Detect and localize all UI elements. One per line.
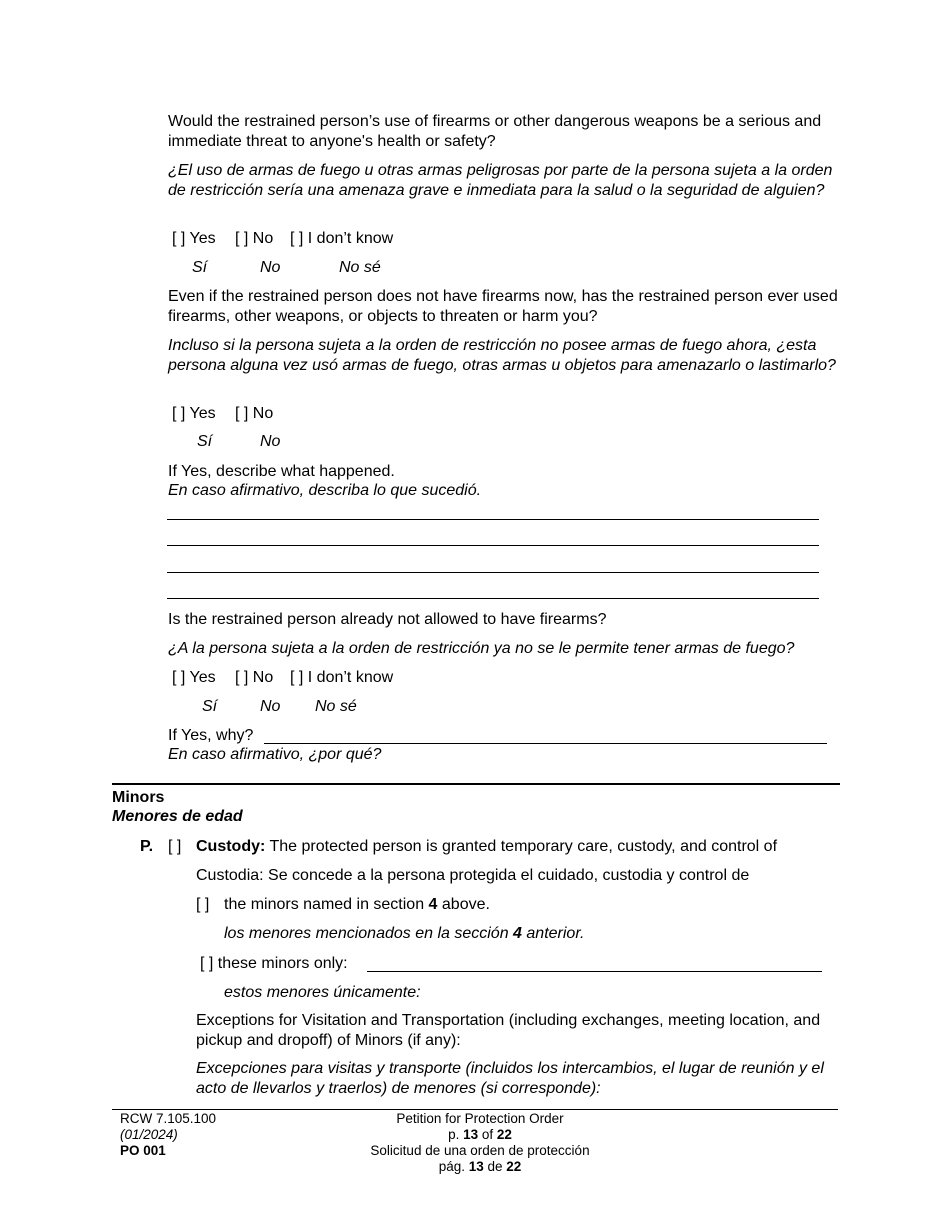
these-minors-answer-line[interactable]: [367, 971, 822, 972]
custody-text-es: Custodia: Se concede a la persona protegida el cuidado, custodia y control de: [196, 867, 750, 884]
q3-no-es-label: No: [260, 698, 281, 715]
q3-text-es: ¿A la persona sujeta a la orden de restricción ya no se le permite tener armas de fuego?: [168, 640, 795, 657]
q2-text-en: Even if the restrained person does not have firearms now, has the restrained person ever used firearms, other weapons, or objects to threaten or harm you?: [168, 288, 838, 325]
footer-title-en: Petition for Protection Order: [396, 1111, 564, 1126]
q2-answer-line-1[interactable]: [167, 519, 819, 520]
q3-why-en: If Yes, why?: [168, 727, 254, 744]
q3-text-en: Is the restrained person already not allowed to have firearms?: [168, 611, 607, 628]
q3-dont-know-es-label: No sé: [315, 698, 357, 715]
q2-no-es-label: No: [260, 433, 281, 450]
q2-answer-line-3[interactable]: [167, 572, 819, 573]
minors-section4-checkbox[interactable]: [ ]: [196, 896, 210, 913]
q2-answer-line-4[interactable]: [167, 598, 819, 599]
minors-heading-en: Minors: [112, 789, 165, 806]
q1-yes-checkbox[interactable]: [ ] Yes: [172, 230, 216, 247]
q2-answer-line-2[interactable]: [167, 545, 819, 546]
q3-yes-es-label: Sí: [202, 698, 218, 715]
q2-text-es: Incluso si la persona sujeta a la orden de restricción no posee armas de fuego ahora, ¿esta persona alguna vez usó armas de fuego, otras armas u objetos para amenazarlo o lastimarlo?: [168, 337, 836, 374]
footer-rcw: RCW 7.105.100: [120, 1111, 217, 1126]
q2-if-yes-es: En caso afirmativo, describa lo que sucedió.: [168, 482, 482, 499]
exceptions-text-es: Excepciones para visitas y transporte (incluidos los intercambios, el lugar de reunión y el acto de llevarlos y traerlos) de menores (si corresponde):: [196, 1060, 824, 1097]
custody-description: The protected person is granted temporary care, custody, and control of: [269, 838, 778, 855]
q1-yes-es-label: Sí: [192, 259, 208, 276]
q3-why-answer-line[interactable]: [264, 743, 827, 744]
these-minors-text-es: estos menores únicamente:: [224, 984, 421, 1001]
q1-dont-know-checkbox[interactable]: [ ] I don’t know: [290, 230, 394, 247]
footer-page-en: p. 13 of 22: [448, 1127, 512, 1142]
q1-no-es-label: No: [260, 259, 281, 276]
section-divider: [112, 783, 840, 785]
q2-no-checkbox[interactable]: [ ] No: [235, 405, 274, 422]
q2-yes-es-label: Sí: [197, 433, 213, 450]
q3-dont-know-checkbox[interactable]: [ ] I don’t know: [290, 669, 394, 686]
footer-form-number: PO 001: [120, 1143, 166, 1158]
exceptions-text-en: Exceptions for Visitation and Transportation (including exchanges, meeting location, and pickup and dropoff) of Minors (if any):: [196, 1012, 821, 1049]
custody-checkbox[interactable]: [ ]: [168, 838, 182, 855]
minors-heading-es: Menores de edad: [112, 808, 243, 825]
q2-yes-checkbox[interactable]: [ ] Yes: [172, 405, 216, 422]
q1-text-es: ¿El uso de armas de fuego u otras armas peligrosas por parte de la persona sujeta a la orden de restricción sería una amenaza grave e inmediata para la salud o la seguridad de alguien?: [168, 162, 833, 199]
q1-text-en: Would the restrained person’s use of firearms or other dangerous weapons be a serious and immediate threat to anyone's health or safety?: [168, 113, 822, 150]
these-minors-checkbox[interactable]: [ ] these minors only:: [200, 955, 348, 972]
q2-if-yes-en: If Yes, describe what happened.: [168, 463, 395, 480]
q1-no-checkbox[interactable]: [ ] No: [235, 230, 274, 247]
footer-date: (01/2024): [120, 1127, 178, 1142]
custody-text-en: [196, 837, 777, 857]
q1-dont-know-es-label: No sé: [339, 259, 381, 276]
footer-page-es: pág. 13 de 22: [438, 1159, 522, 1174]
custody-label: Custody:: [196, 838, 266, 855]
minors-section4-text-en: the minors named in section 4 above.: [224, 896, 490, 913]
minors-section4-text-es: los menores mencionados en la sección 4 anterior.: [224, 925, 585, 942]
q3-no-checkbox[interactable]: [ ] No: [235, 669, 274, 686]
item-p-letter: P.: [140, 838, 154, 855]
footer-rule: [112, 1109, 838, 1110]
q3-yes-checkbox[interactable]: [ ] Yes: [172, 669, 216, 686]
footer-title-es: Solicitud de una orden de protección: [370, 1143, 590, 1158]
q3-why-es: En caso afirmativo, ¿por qué?: [168, 746, 382, 763]
